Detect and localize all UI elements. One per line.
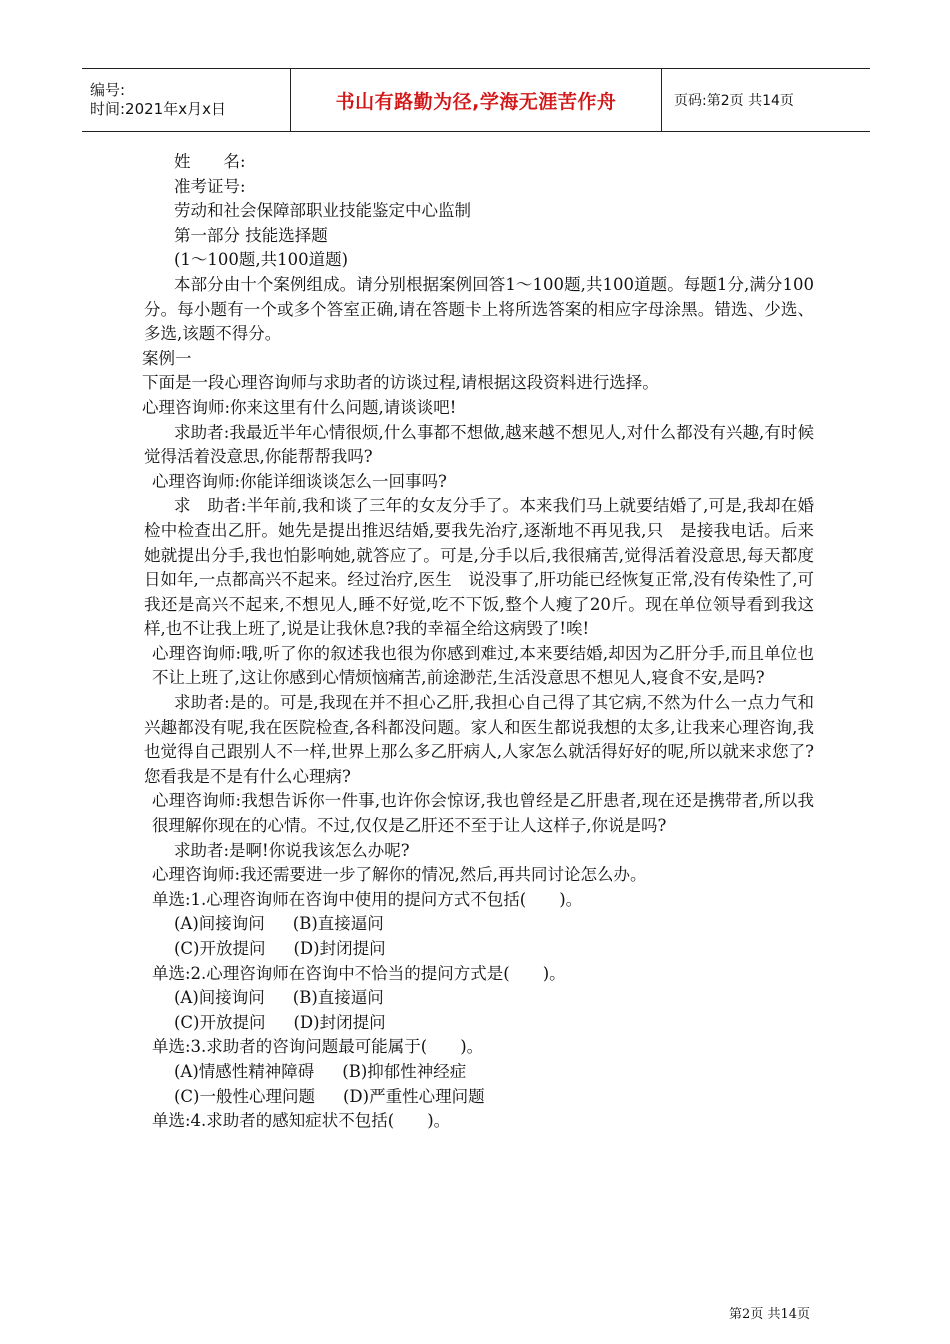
dialogue-line: 求助者:我最近半年心情很烦,什么事都不想做,越来越不想见人,对什么都没有兴趣,有时候觉得活着没意思,你能帮帮我吗? <box>144 422 814 467</box>
case-description: 下面是一段心理咨询师与求助者的访谈过程,请根据这段资料进行选择。 <box>142 373 659 393</box>
option-c[interactable]: (C)开放提问 <box>174 939 266 958</box>
option-row <box>144 937 814 962</box>
question-stem: 单选:4.求助者的感知症状不包括( )。 <box>152 1111 451 1131</box>
dialogue-line: 心理咨询师:你来这里有什么问题,请谈谈吧! <box>142 397 457 417</box>
option-d[interactable]: (D)封闭提问 <box>293 939 386 958</box>
page-footer: 第2页 共14页 <box>729 1307 810 1322</box>
option-d[interactable]: (D)严重性心理问题 <box>343 1086 485 1106</box>
dialogue-line: 心理咨询师:我还需要进一步了解你的情况,然后,再共同讨论怎么办。 <box>152 865 647 885</box>
name-field: 姓 名: <box>174 152 246 171</box>
option-a[interactable]: (A)情感性精神障碍 <box>174 1061 315 1081</box>
option-row <box>144 1085 814 1110</box>
dialogue-line: 求助者:是啊!你说我该怎么办呢? <box>174 840 410 860</box>
document-number-label: 编号: <box>90 81 126 99</box>
option-d[interactable]: (D)封闭提问 <box>293 1012 386 1032</box>
dialogue-line: 求 助者:半年前,我和谈了三年的女友分手了。本来我们马上就要结婚了,可是,我却在婚检中检查出乙肝。她先是提出推迟结婚,要我先治疗,逐渐地不再见我,只 是接我电话。后来她就提出分手,我也怕影响她,就答应了。可是,分手以后,我很痛苦,觉得活着没意思,每天都度日如年,一点都高兴不起来。经过治疗,医生 说没事了,肝功能已经恢复正常,没有传染性了,可我还是高兴不起来,不想见人,睡不好觉,吃不下饭,整个人瘦了20斤。现在单位领导看到我这样,也不让我上班了,说是让我休息?我的幸福全给这病毁了!唉! <box>144 496 814 639</box>
option-b[interactable]: (B)直接逼问 <box>292 914 384 934</box>
dialogue-line: 心理咨询师:你能详细谈谈怎么一回事吗? <box>152 471 447 491</box>
question-stem: 单选:2.心理咨询师在咨询中不恰当的提问方式是( )。 <box>152 963 566 983</box>
dialogue-line: 心理咨询师:我想告诉你一件事,也许你会惊讶,我也曾经是乙肝患者,现在还是携带者,所以我很理解你现在的心情。不过,仅仅是乙肝还不至于让人这样子,你说是吗? <box>152 791 814 836</box>
supervisor-line: 劳动和社会保障部职业技能鉴定中心监制 <box>174 201 471 221</box>
option-row <box>144 986 814 1011</box>
option-row <box>144 912 814 937</box>
document-time-label: 时间:2021年x月x日 <box>90 100 226 118</box>
case-title: 案例一 <box>142 348 192 368</box>
header-page-label: 页码:第2页 共14页 <box>674 93 794 109</box>
document-body <box>144 150 814 1134</box>
instructions-paragraph: 本部分由十个案例组成。请分别根据案例回答1～100题,共100道题。每题1分,满分100分。每小题有一个或多个答室正确,请在答题卡上将所选答案的相应字母涂黑。错选、少选、多选,该题不得分。 <box>144 274 814 344</box>
header-right-cell <box>662 69 870 131</box>
question-stem: 单选:3.求助者的咨询问题最可能属于( )。 <box>152 1037 484 1057</box>
header-center-cell <box>291 69 662 131</box>
option-c[interactable]: (C)开放提问 <box>174 1012 266 1032</box>
exam-id-field: 准考证号: <box>174 176 246 196</box>
option-row <box>144 1011 814 1036</box>
dialogue-line: 求助者:是的。可是,我现在并不担心乙肝,我担心自己得了其它病,不然为什么一点力气和兴趣都没有呢,我在医院检查,各科都没问题。家人和医生都说我想的太多,让我来心理咨询,我也觉得自己跟别人不一样,世界上那么多乙肝病人,人家怎么就活得好好的呢,所以就来求您了?您看我是不是有什么心理病? <box>144 693 814 786</box>
question-range: (1～100题,共100道题) <box>174 250 349 270</box>
option-c[interactable]: (C)一般性心理问题 <box>174 1086 315 1106</box>
option-row <box>144 1060 814 1085</box>
question-stem: 单选:1.心理咨询师在咨询中使用的提问方式不包括( )。 <box>152 889 583 909</box>
page-header <box>82 68 870 132</box>
option-a[interactable]: (A)间接询问 <box>174 988 265 1008</box>
option-a[interactable]: (A)间接询问 <box>174 914 265 934</box>
header-left-cell <box>82 69 291 131</box>
option-b[interactable]: (B)直接逼问 <box>292 988 384 1008</box>
dialogue-line: 心理咨询师:哦,听了你的叙述我也很为你感到难过,本来要结婚,却因为乙肝分手,而且单位也不让上班了,这让你感到心情烦恼痛苦,前途渺茫,生活没意思不想见人,寝食不安,是吗? <box>152 643 814 688</box>
option-b[interactable]: (B)抑郁性神经症 <box>342 1061 467 1081</box>
header-motto: 书山有路勤为径,学海无涯苦作舟 <box>335 90 617 113</box>
part-title: 第一部分 技能选择题 <box>174 225 328 245</box>
